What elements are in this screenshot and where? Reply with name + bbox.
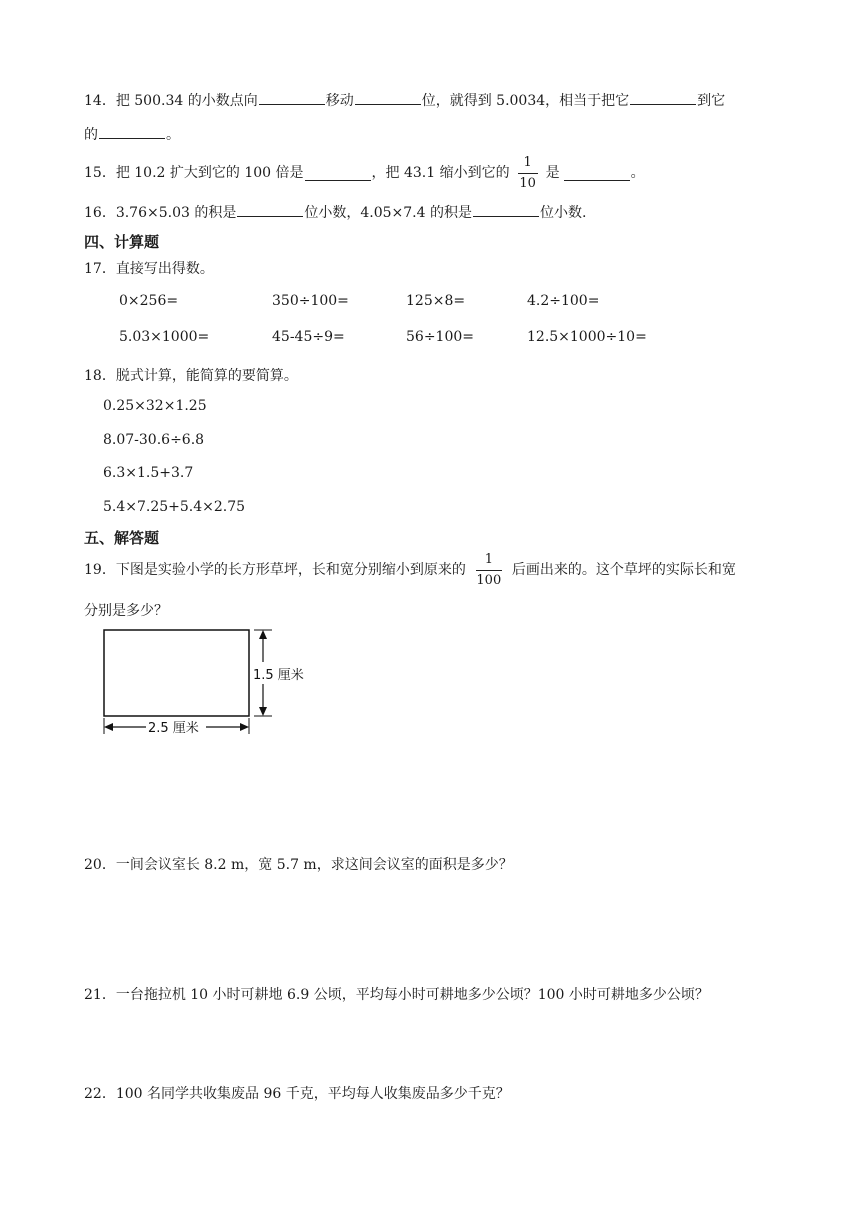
fraction bbox=[476, 552, 502, 589]
height-label: 1.5 厘米 bbox=[253, 668, 304, 683]
fraction-denominator: 100 bbox=[476, 572, 502, 588]
calc-item: 125×8= bbox=[406, 293, 466, 309]
question-number: 16． bbox=[84, 205, 116, 221]
question-number: 21． bbox=[84, 987, 116, 1003]
question-text: 。 bbox=[166, 127, 180, 143]
fraction-bar bbox=[518, 173, 538, 174]
question-number: 14． bbox=[84, 93, 116, 109]
calc-item: 56÷100= bbox=[406, 329, 474, 345]
section-heading: 五、解答题 bbox=[84, 529, 160, 547]
calc-item: 45-45÷9= bbox=[272, 329, 345, 345]
arrow-up-icon bbox=[259, 630, 267, 639]
answer-blank[interactable] bbox=[355, 90, 421, 105]
question-number: 19． bbox=[84, 562, 116, 578]
question-21 bbox=[84, 985, 709, 1005]
question-text: 把 10.2 扩大到它的 100 倍是 bbox=[115, 165, 304, 181]
question-number: 18． bbox=[84, 368, 116, 384]
question-text: 一间会议室长 8.2 m，宽 5.7 m，求这间会议室的面积是多少？ bbox=[115, 857, 513, 873]
question-text: 脱式计算，能简算的要简算。 bbox=[115, 368, 298, 384]
question-text: 位，就得到 5.0034，相当于把它 bbox=[421, 93, 630, 109]
question-16 bbox=[84, 202, 586, 223]
expression-item: 8.07-30.6÷6.8 bbox=[103, 432, 205, 448]
question-text: 移动 bbox=[325, 93, 354, 109]
arrow-left-icon bbox=[104, 723, 113, 731]
question-text: 位小数. bbox=[539, 205, 587, 221]
question-text: 到它 bbox=[697, 93, 726, 109]
fraction-numerator: 1 bbox=[523, 154, 532, 170]
answer-blank[interactable] bbox=[305, 166, 371, 181]
fraction-bar bbox=[476, 570, 502, 571]
question-text: 100 名同学共收集废品 96 千克，平均每人收集废品多少千克？ bbox=[115, 1086, 510, 1102]
lawn-rectangle bbox=[104, 630, 249, 716]
expression-item: 0.25×32×1.25 bbox=[103, 398, 207, 414]
question-text: 是 bbox=[545, 165, 560, 181]
question-22 bbox=[84, 1084, 510, 1104]
answer-blank[interactable] bbox=[99, 124, 165, 139]
question-text: ，把 43.1 缩小到它的 bbox=[371, 165, 510, 181]
calc-item: 12.5×1000÷10= bbox=[527, 329, 647, 345]
question-15 bbox=[84, 153, 645, 193]
calc-item: 0×256= bbox=[119, 293, 179, 309]
question-text: 。 bbox=[630, 165, 645, 181]
question-text: 3.76×5.03 的积是 bbox=[115, 205, 237, 221]
question-19-continued bbox=[84, 601, 168, 621]
answer-blank[interactable] bbox=[473, 202, 539, 217]
question-text: 下图是实验小学的长方形草坪，长和宽分别缩小到原来的 bbox=[115, 562, 466, 578]
question-text: 一台拖拉机 10 小时可耕地 6.9 公顷，平均每小时可耕地多少公顷？100 小时可耕地多少公顷？ bbox=[115, 987, 709, 1003]
question-text: 位小数，4.05×7.4 的积是 bbox=[304, 205, 472, 221]
answer-blank[interactable] bbox=[630, 90, 696, 105]
question-text: 的 bbox=[84, 127, 98, 143]
width-label: 2.5 厘米 bbox=[148, 721, 199, 736]
question-text: 直接写出得数。 bbox=[115, 261, 214, 277]
calc-item: 5.03×1000= bbox=[119, 329, 210, 345]
arrow-down-icon bbox=[259, 707, 267, 716]
expression-item: 5.4×7.25+5.4×2.75 bbox=[103, 499, 246, 515]
calc-item: 350÷100= bbox=[272, 293, 349, 309]
answer-blank[interactable] bbox=[564, 166, 630, 181]
fraction-numerator: 1 bbox=[484, 551, 493, 567]
question-text: 分别是多少？ bbox=[84, 603, 168, 619]
lawn-diagram bbox=[98, 624, 328, 738]
arrow-right-icon bbox=[240, 723, 249, 731]
question-14 bbox=[84, 90, 725, 111]
answer-blank[interactable] bbox=[237, 202, 303, 217]
question-14-continued bbox=[84, 124, 180, 145]
question-number: 15． bbox=[84, 165, 116, 181]
fraction bbox=[518, 155, 538, 192]
question-text: 把 500.34 的小数点向 bbox=[115, 93, 258, 109]
answer-blank[interactable] bbox=[259, 90, 325, 105]
question-20 bbox=[84, 855, 513, 875]
question-18 bbox=[84, 366, 298, 386]
question-17 bbox=[84, 259, 214, 279]
question-number: 20． bbox=[84, 857, 116, 873]
question-number: 17． bbox=[84, 261, 116, 277]
question-text: 后画出来的。这个草坪的实际长和宽 bbox=[511, 562, 736, 578]
expression-item: 6.3×1.5+3.7 bbox=[103, 465, 194, 481]
calc-item: 4.2÷100= bbox=[527, 293, 600, 309]
fraction-denominator: 10 bbox=[519, 175, 536, 191]
question-number: 22． bbox=[84, 1086, 116, 1102]
question-19 bbox=[84, 550, 736, 590]
section-heading: 四、计算题 bbox=[84, 233, 160, 251]
